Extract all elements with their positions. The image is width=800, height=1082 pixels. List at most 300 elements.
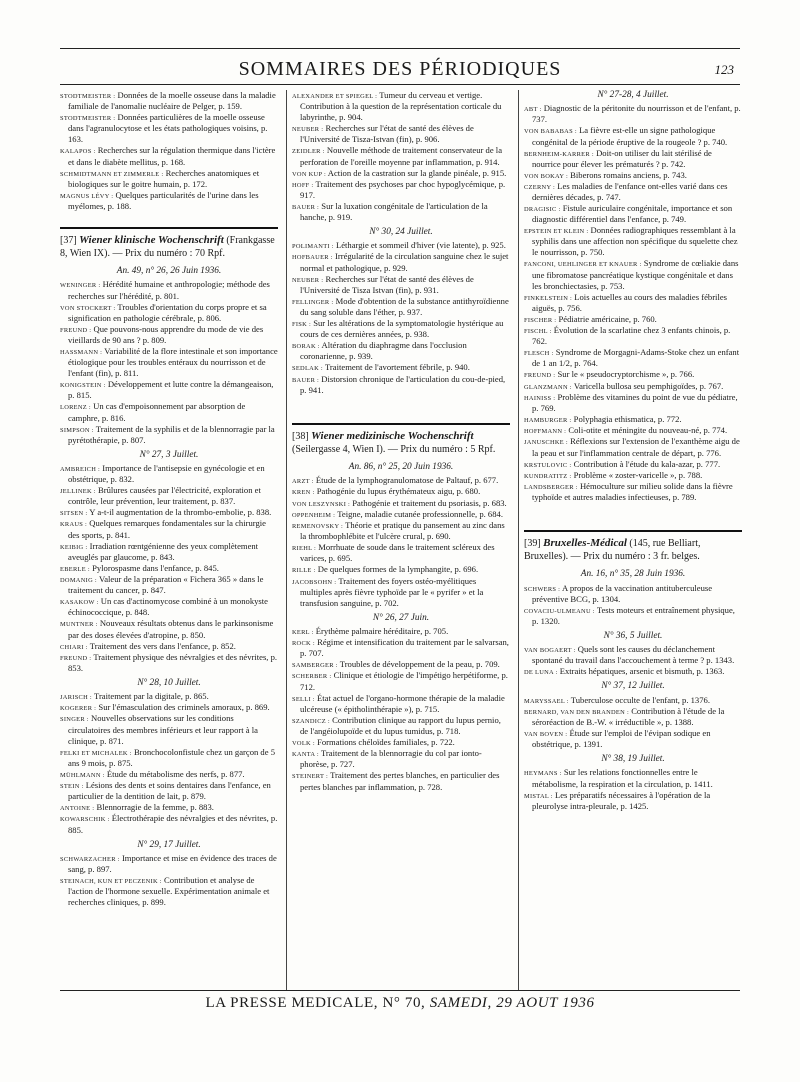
article-entry xyxy=(524,181,742,203)
author: SCHWARZACHER : xyxy=(60,855,120,863)
article-title: Traitement des vers dans l'enfance, p. 852. xyxy=(89,640,236,651)
author: FISCHER : xyxy=(524,316,557,324)
article-entry xyxy=(60,324,278,346)
article-entry xyxy=(60,802,278,813)
author: KASAKOW : xyxy=(60,599,99,607)
author: JANUSCHKE : xyxy=(524,439,568,447)
article-title: Altération du diaphragme dans l'occlusion coronarienne, p. 939. xyxy=(300,340,467,362)
author: FELLINGER : xyxy=(292,298,334,306)
author: VON KUP : xyxy=(292,170,327,178)
article-entry xyxy=(292,374,510,396)
journal-section-header xyxy=(292,418,510,456)
article-title: Réflexions sur l'extension de l'exanthème aigu de la peau et sur l'inflammation centrale de départ, p. 776. xyxy=(532,436,740,458)
entry-list xyxy=(60,279,278,445)
article-entry xyxy=(60,401,278,423)
entry-list xyxy=(524,767,742,811)
article-entry xyxy=(292,659,510,670)
author: FREUND : xyxy=(60,654,92,662)
article-title: Fistule auriculaire congénitale, importance et son diagnostic différentiel dans l'enfance, p. 749. xyxy=(532,203,733,225)
article-entry xyxy=(292,564,510,575)
article-title: Tuberculose occulte de l'enfant, p. 1376. xyxy=(570,694,710,705)
journal-name: Bruxelles-Médical xyxy=(543,537,627,550)
article-title: Hérédité humaine et anthropologie; méthode des recherches sur l'hérédité, p. 801. xyxy=(68,279,270,301)
article-title: Régime et intensification du traitement par le salvarsan, p. 707. xyxy=(300,637,509,659)
article-title: Valeur de la préparation « Fichera 365 » dans le traitement du cancer, p. 847. xyxy=(68,573,264,596)
article-title: Traitement par la digitale, p. 865. xyxy=(94,691,209,702)
article-entry xyxy=(60,596,278,618)
footer-issue: N° 70, xyxy=(382,995,426,1011)
article-entry xyxy=(524,695,742,706)
page-footer xyxy=(60,995,740,1012)
article-title: Troubles d'orientation du corps propre et sa signification en pathologie cérébrale, p. 806. xyxy=(68,301,267,323)
author: STEINERT : xyxy=(292,773,329,781)
article-title: Théorie et pratique du pansement au zinc dans la thrombophlébite et l'ulcère crural, p. 690. xyxy=(300,519,505,542)
article-entry xyxy=(292,362,510,373)
author: SCHMIDTMANN ET ZIMMERLE : xyxy=(60,170,164,178)
author: MISTAL : xyxy=(524,792,553,800)
article-entry xyxy=(60,168,278,190)
article-title: Électrothérapie des névralgies et des névrites, p. 885. xyxy=(68,813,278,835)
entry-list xyxy=(60,853,278,908)
author: LORENZ : xyxy=(60,404,91,412)
author: SITSEN : xyxy=(60,510,88,518)
author: KANTA : xyxy=(292,751,319,759)
header-rule xyxy=(60,84,740,85)
article-entry xyxy=(524,790,742,812)
article-entry xyxy=(60,279,278,301)
article-entry xyxy=(60,379,278,401)
article-title: Problème « zoster-varicelle », p. 788. xyxy=(573,469,703,480)
article-entry xyxy=(292,748,510,770)
article-title: Un cas d'actinomycose combiné à un monokyste échinococcique, p. 848. xyxy=(68,596,268,618)
article-title: Action de la castration sur la glande pinéale, p. 915. xyxy=(327,167,507,178)
author: KALAPOS : xyxy=(60,148,96,156)
article-entry xyxy=(60,518,278,540)
article-title: Hémoculture sur milieu solide dans la fièvre typhoïde et autres maladies infectieuses, p. 789. xyxy=(532,480,733,503)
author: FELKI ET MICHALEK : xyxy=(60,749,132,757)
issue-heading: N° 30, 24 Juillet. xyxy=(369,227,433,238)
author: VOLK : xyxy=(292,740,315,748)
author: VON STOCKERT : xyxy=(60,304,116,312)
article-title: Polyphagia ethismatica, p. 772. xyxy=(573,413,682,424)
article-entry xyxy=(524,381,742,392)
section-number: [37] xyxy=(60,234,77,246)
article-entry xyxy=(292,240,510,251)
author: RILLE : xyxy=(292,567,316,575)
column-3 xyxy=(524,90,742,990)
article-title: Nouveaux résultats obtenus dans le parkinsonisme par des doses élevées d'atropine, p. 850. xyxy=(68,618,274,640)
author: CZERNY : xyxy=(524,183,556,191)
article-title: Diagnostic de la péritonite du nourrisson et de l'enfant, p. 737. xyxy=(532,103,741,125)
author: STODTMEISTER : xyxy=(60,93,116,100)
article-entry xyxy=(292,715,510,737)
author: STODTMEISTER : xyxy=(60,115,116,123)
article-title: Traitement de la syphilis et de la blennorragie par la pyrétothérapie, p. 807. xyxy=(68,423,275,445)
entry-list xyxy=(60,691,278,836)
columns xyxy=(60,90,742,990)
author: MUNTNER : xyxy=(60,621,98,629)
journal-info: (Seilergasse 4, Wien I). — Prix du numéro : 5 Rpf. xyxy=(292,444,496,456)
author: FREUND : xyxy=(524,372,556,380)
author: ROCK : xyxy=(292,640,315,648)
journal-section-header xyxy=(60,222,278,260)
entry-list xyxy=(524,103,742,503)
author: MAGNUS LÉVY : xyxy=(60,192,114,200)
journal-name: Wiener klinische Wochenschrift xyxy=(79,233,224,246)
article-entry xyxy=(60,145,278,167)
article-title: Étude de la lymphogranulomatose de Paltauf, p. 677. xyxy=(315,475,499,486)
journal-name: Wiener medizinische Wochenschrift xyxy=(311,429,474,442)
article-entry xyxy=(524,706,742,728)
article-entry xyxy=(524,728,742,750)
article-title: Développement et lutte contre la démangeaison, p. 815. xyxy=(68,379,274,401)
article-entry xyxy=(292,123,510,145)
author: DRAGISIC : xyxy=(524,206,561,214)
author: SINGER : xyxy=(60,716,89,724)
article-title: Traitement des foyers ostéo-myélitiques multiples après fièvre typhoïde par le « pyrifer » et la transfusion sanguine, p. 702. xyxy=(300,575,484,608)
article-title: Coli-otite et méningite du nouveau-né, p. 774. xyxy=(568,425,728,436)
article-entry xyxy=(60,853,278,875)
issue-heading: N° 36, 5 Juillet. xyxy=(603,630,663,641)
article-entry xyxy=(292,274,510,296)
article-entry xyxy=(60,691,278,702)
article-title: Syndrome de cœliakie dans une fibromatose pancréatique kystique congénitale et dans les bronchiectasies, p. 753. xyxy=(532,258,739,291)
issue-heading: N° 26, 27 Juin. xyxy=(372,612,430,623)
article-title: Lois actuelles au cours des maladies fébriles aiguës, p. 756. xyxy=(532,291,727,313)
article-title: Brûlures causées par l'électricité, exploration et contrôle, leur prévention, leur traitement, p. 837. xyxy=(68,485,261,507)
article-entry xyxy=(524,644,742,666)
article-entry xyxy=(524,767,742,789)
author: EPSTEIN ET KLEIN : xyxy=(524,228,589,236)
issue-heading: N° 28, 10 Juillet. xyxy=(137,677,201,688)
article-entry xyxy=(292,498,510,509)
article-entry xyxy=(60,574,278,596)
author: VAN BOGAERT : xyxy=(524,647,576,655)
author: ABT : xyxy=(524,106,542,114)
article-title: Traitement de l'avortement fébrile, p. 940. xyxy=(324,362,470,373)
issue-heading: N° 27-28, 4 Juillet. xyxy=(597,90,669,100)
article-title: Problème des vitamines du point de vue du pédiatre, p. 769. xyxy=(532,391,738,413)
author: KONIGSTEIN : xyxy=(60,382,106,390)
author: KREN : xyxy=(292,489,315,497)
author: HOFBAUER : xyxy=(292,254,333,262)
author: POLIMANTI : xyxy=(292,243,334,251)
article-entry xyxy=(292,520,510,542)
author: BERNHEIM-KARRER : xyxy=(524,150,594,158)
author: SCHERBER : xyxy=(292,673,332,681)
article-title: Traitement des pertes blanches, en particulier des pertes blanches par inflammation, p. 728. xyxy=(300,770,500,792)
author: SIMPSON : xyxy=(60,426,94,434)
article-entry xyxy=(524,258,742,291)
article-title: Que pouvons-nous apprendre du mode de vie des vieillards de 90 ans ? p. 809. xyxy=(68,323,264,345)
footer-journal: LA PRESSE MEDICALE, xyxy=(205,995,379,1011)
author: RIEHL : xyxy=(292,545,317,553)
footer-rule xyxy=(60,990,740,991)
article-title: Sur l'émasculation des criminels amoraux, p. 869. xyxy=(98,702,270,713)
author: STEINACH, KUN ET PECZENIK : xyxy=(60,877,162,885)
article-entry xyxy=(524,103,742,125)
author: SCHWERS : xyxy=(524,585,561,593)
author: KRSTULOVIC : xyxy=(524,461,572,469)
article-entry xyxy=(60,302,278,324)
article-entry xyxy=(60,702,278,713)
article-title: Importance et mise en évidence des traces de sang, p. 897. xyxy=(68,852,277,874)
article-title: Pathogénie et traitement du psoriasis, p. 683. xyxy=(352,497,507,508)
article-title: Teigne, maladie cutanée professionnelle, p. 684. xyxy=(337,508,503,519)
article-entry xyxy=(292,201,510,223)
article-entry xyxy=(524,170,742,181)
article-entry xyxy=(524,425,742,436)
article-title: Les maladies de l'enfance ont-elles varié dans ces dernières décades, p. 747. xyxy=(532,180,728,203)
article-title: Sur la luxation congénitale de l'articulation de la hanche, p. 919. xyxy=(300,200,488,223)
article-title: Données de la moelle osseuse dans la maladie familiale de l'anomalie nucléaire de Pelger, p. 159. xyxy=(68,90,276,112)
article-title: Irradiation rœntgénienne des yeux complètement aveuglés par glaucome, p. 843. xyxy=(68,540,259,562)
article-entry xyxy=(60,641,278,652)
article-title: Bronchocolonfistule chez un garçon de 5 ans 9 mois, p. 875. xyxy=(68,746,275,768)
section-rule xyxy=(60,227,278,229)
article-entry xyxy=(292,90,510,123)
article-entry xyxy=(292,486,510,497)
entry-list xyxy=(524,583,742,627)
author: JELLINEK : xyxy=(60,488,96,496)
article-entry xyxy=(524,605,742,627)
article-entry xyxy=(524,436,742,458)
article-title: Importance de l'antisepsie en gynécologie et en obstétrique, p. 832. xyxy=(68,462,265,485)
article-title: Recherches sur l'état de santé des élèves de l'Université de Tisza Istvan (fin), p. 931. xyxy=(300,273,474,295)
article-entry xyxy=(524,392,742,414)
article-entry xyxy=(524,292,742,314)
author: KERL : xyxy=(292,628,314,636)
entry-list xyxy=(60,90,278,212)
article-title: Sur le « pseudocryptorchisme », p. 766. xyxy=(557,369,695,380)
article-title: Recherches sur l'état de santé des élèves de l'Université de Tisza-Istvan (fin), p. 906. xyxy=(300,123,474,145)
author: NEUBER : xyxy=(292,126,324,134)
article-title: Varicella bullosa seu pemphigoïdes, p. 767. xyxy=(573,380,724,391)
author: REMENOVSKY : xyxy=(292,522,344,530)
journal-info: (Frankgasse 8, Wien IX). — Prix du numéro : 70 Rpf. xyxy=(60,234,275,260)
author: KRAUS : xyxy=(60,521,88,529)
article-entry xyxy=(524,125,742,147)
author: STEIN : xyxy=(60,783,84,791)
article-title: Nouvelles observations sur les conditions circulatoires des membres inférieurs et leur rapport à la clinique, p. 871. xyxy=(68,713,258,746)
article-entry xyxy=(60,112,278,145)
author: FINKELSTEIN : xyxy=(524,294,573,302)
article-entry xyxy=(60,769,278,780)
author: VON LESZYNSKI : xyxy=(292,500,351,508)
article-title: Contribution à l'étude de la séroréaction de B.-W. « irréductible », p. 1388. xyxy=(532,705,725,727)
article-title: Évolution de la scarlatine chez 3 enfants chinois, p. 762. xyxy=(532,325,731,347)
author: NEUBER : xyxy=(292,276,324,284)
article-title: Sur les relations fonctionnelles entre le métabolisme, la respiration et la circulation, p. 1411. xyxy=(532,767,713,789)
article-entry xyxy=(524,583,742,605)
article-entry xyxy=(60,652,278,674)
issue-heading: An. 16, n° 35, 28 Juin 1936. xyxy=(580,569,686,580)
author: BAUER : xyxy=(292,203,320,211)
article-entry xyxy=(524,414,742,425)
author: FISCHL : xyxy=(524,328,552,336)
author: JACOBSOHN : xyxy=(292,578,337,586)
article-title: Pylorospasme dans l'enfance, p. 845. xyxy=(92,562,219,573)
article-title: Mode d'obtention de la substance antithyroïdienne du sang soluble dans l'éther, p. 937. xyxy=(300,295,509,318)
article-title: Clinique et étiologie de l'impétigo herpétiforme, p. 712. xyxy=(300,670,508,692)
article-entry xyxy=(292,737,510,748)
author: KOGERER : xyxy=(60,705,97,713)
article-title: Contribution à l'étude du kala-azar, p. 777. xyxy=(573,458,721,469)
article-entry xyxy=(292,251,510,273)
entry-list xyxy=(292,90,510,223)
article-entry xyxy=(524,369,742,380)
author: HASSMANN : xyxy=(60,348,103,356)
article-title: Formations chéloïdes familiales, p. 722. xyxy=(317,737,455,748)
author: CHIARI : xyxy=(60,643,88,651)
issue-heading: An. 49, n° 26, 26 Juin 1936. xyxy=(116,266,222,277)
article-entry xyxy=(60,618,278,640)
article-entry xyxy=(60,90,278,112)
issue-heading: N° 37, 12 Juillet. xyxy=(601,681,665,692)
top-rule xyxy=(60,48,740,49)
article-entry xyxy=(292,168,510,179)
author: DE LUNA : xyxy=(524,669,558,677)
author: ARZT : xyxy=(292,478,314,486)
article-entry xyxy=(60,424,278,446)
article-entry xyxy=(292,576,510,609)
author: HAMBURGER : xyxy=(524,416,572,424)
entry-list xyxy=(292,475,510,609)
article-entry xyxy=(524,481,742,503)
article-title: Troubles de développement de la peau, p. 709. xyxy=(339,659,500,670)
author: KEIBIG : xyxy=(60,543,88,551)
article-title: Distorsion chronique de l'articulation du cou-de-pied, p. 941. xyxy=(300,373,506,395)
author: ALEXANDER ET SPIEGEL : xyxy=(292,93,378,100)
article-entry xyxy=(292,340,510,362)
entry-list xyxy=(60,463,278,674)
article-entry xyxy=(292,670,510,692)
issue-heading: N° 38, 19 Juillet. xyxy=(601,754,665,765)
article-title: Quelques particularités de l'urine dans les myélomes, p. 188. xyxy=(68,189,259,211)
author: SZANDICZ : xyxy=(292,717,330,725)
article-entry xyxy=(60,875,278,908)
article-title: Les préparatifs nécessaires à l'opération de la pleurolyse intra-pleurale, p. 1425. xyxy=(532,789,711,811)
article-title: Quels sont les causes du déclanchement spontané du travail dans l'accouchement à terme ? p. 1343. xyxy=(532,644,735,666)
author: JARISCH : xyxy=(60,694,92,702)
article-entry xyxy=(60,713,278,746)
author: OPPENHEIM : xyxy=(292,511,336,519)
article-title: Quelques remarques fondamentales sur la chirurgie des sports, p. 841. xyxy=(68,518,266,540)
article-entry xyxy=(292,318,510,340)
entry-list xyxy=(292,626,510,793)
author: BERNARD, VAN DEN BRANDEN : xyxy=(524,708,630,716)
article-entry xyxy=(60,485,278,507)
article-title: Y a-t-il augmentation de la thrombo-embolie, p. 838. xyxy=(89,507,272,518)
entry-list xyxy=(524,695,742,751)
article-title: Lésions des dents et soins dentaires dans l'enfance, en particulier de la dentition de lait, p. 879. xyxy=(68,780,271,802)
issue-heading: N° 27, 3 Juillet. xyxy=(139,449,199,460)
article-title: Variabilité de la flore intestinale et son importance étiologique pour les troubles entéraux du nourrisson et de l'enfant (fin), p. 811. xyxy=(68,345,278,379)
article-entry xyxy=(292,179,510,201)
article-title: Nouvelle méthode de traitement conservateur de la perforation de l'oreille moyenne par inflammation, p. 914. xyxy=(300,145,503,167)
article-title: De quelques formes de la lymphangite, p. 696. xyxy=(317,564,479,575)
author: GLANZMANN : xyxy=(524,383,572,391)
article-title: Blennorragie de la femme, p. 883. xyxy=(96,802,214,813)
article-title: Recherches sur la régulation thermique dans l'ictère et dans le diabète mellitus, p. 168. xyxy=(68,145,276,167)
article-entry xyxy=(292,145,510,167)
article-entry xyxy=(524,347,742,369)
article-entry xyxy=(524,203,742,225)
article-title: Tumeur du cerveau et vertige. Contribution à la question de la représentation corticale du labyrinthe, p. 904. xyxy=(300,90,502,123)
author: KUNDRATITZ : xyxy=(524,472,572,480)
article-title: Syndrome de Morgagni-Adams-Stoke chez un enfant de 1 an 1/2, p. 764. xyxy=(532,347,740,369)
article-entry xyxy=(60,346,278,379)
author: DOMANIG : xyxy=(60,576,97,584)
article-title: Recherches anatomiques et biologiques sur le goitre humain, p. 172. xyxy=(68,167,260,189)
article-entry xyxy=(292,693,510,715)
article-entry xyxy=(524,666,742,677)
author: LANDSBERGER : xyxy=(524,483,578,491)
article-entry xyxy=(60,541,278,563)
author: FREUND : xyxy=(60,326,92,334)
article-title: Données particulières de la moelle osseuse dans l'agranulocytose et les états pathologiques voisins, p. 163. xyxy=(68,112,268,145)
article-title: Doit-on utiliser du lait stérilisé de nourrice pour élever les prématurés ? p. 742. xyxy=(532,147,712,169)
author: SELLI : xyxy=(292,695,315,703)
article-title: Pathogénie du lupus érythémateux aigu, p. 680. xyxy=(316,486,481,497)
article-title: Irrégularité de la circulation sanguine chez le sujet normal et pathologique, p. 929. xyxy=(300,251,509,273)
author: WENINGER : xyxy=(60,282,101,290)
article-entry xyxy=(60,463,278,485)
article-entry xyxy=(292,770,510,792)
issue-heading: An. 86, n° 25, 20 Juin 1936. xyxy=(348,462,454,473)
article-entry xyxy=(292,475,510,486)
article-entry xyxy=(524,225,742,258)
article-entry xyxy=(292,637,510,659)
section-number: [38] xyxy=(292,430,309,442)
article-title: La fièvre est-elle un signe pathologique congénital de la période éruptive de la rougeole ? p. 740. xyxy=(532,125,728,147)
author: COVACIU-ULMEANU : xyxy=(524,607,595,615)
author: HEYMANS : xyxy=(524,770,562,778)
author: BAUER : xyxy=(292,376,320,384)
journal-section-header xyxy=(524,525,742,563)
article-title: Extraits hépatiques, arsenic et bismuth, p. 1363. xyxy=(559,666,725,677)
author: FLESCH : xyxy=(524,350,554,358)
author: AMBREICH : xyxy=(60,465,101,473)
section-rule xyxy=(292,423,510,425)
page-number: 123 xyxy=(714,62,734,77)
article-entry xyxy=(524,470,742,481)
article-title: Sur les altérations de la symptomatologie hystérique au cours de ces dernières années, p. 938. xyxy=(300,318,504,340)
author: SAMBERGER : xyxy=(292,662,338,670)
article-entry xyxy=(292,296,510,318)
article-entry xyxy=(524,325,742,347)
author: HAINISS : xyxy=(524,394,556,402)
column-2 xyxy=(292,90,510,990)
article-title: Étude du métabolisme des nerfs, p. 877. xyxy=(106,768,245,779)
article-title: État actuel de l'organo-hormone thérapie de la maladie ulcéreuse (« épitholinthérapie »), p. 715. xyxy=(300,692,505,714)
article-entry xyxy=(524,459,742,470)
author: MÜHLMANN : xyxy=(60,771,105,779)
article-entry xyxy=(60,780,278,802)
issue-heading: N° 29, 17 Juillet. xyxy=(137,839,201,850)
author: FANCONI, UEHLINGER ET KNAUER : xyxy=(524,261,642,269)
entry-list xyxy=(524,644,742,677)
article-title: Traitement des psychoses par choc hypoglycémique, p. 917. xyxy=(300,178,506,200)
article-entry xyxy=(60,507,278,518)
article-title: Léthargie et sommeil d'hiver (vie latente), p. 925. xyxy=(335,240,506,251)
article-title: Biberons romains anciens, p. 743. xyxy=(570,169,687,180)
author: VON BOKAY : xyxy=(524,172,569,180)
article-title: Données radiographiques ressemblant à la syphilis dans une affection non spécifique du squelette chez le nourrisson, p. 750. xyxy=(532,225,738,258)
author: KOWARSCHIK : xyxy=(60,816,110,824)
section-number: [39] xyxy=(524,538,541,550)
author: VAN BOVEN : xyxy=(524,730,568,738)
